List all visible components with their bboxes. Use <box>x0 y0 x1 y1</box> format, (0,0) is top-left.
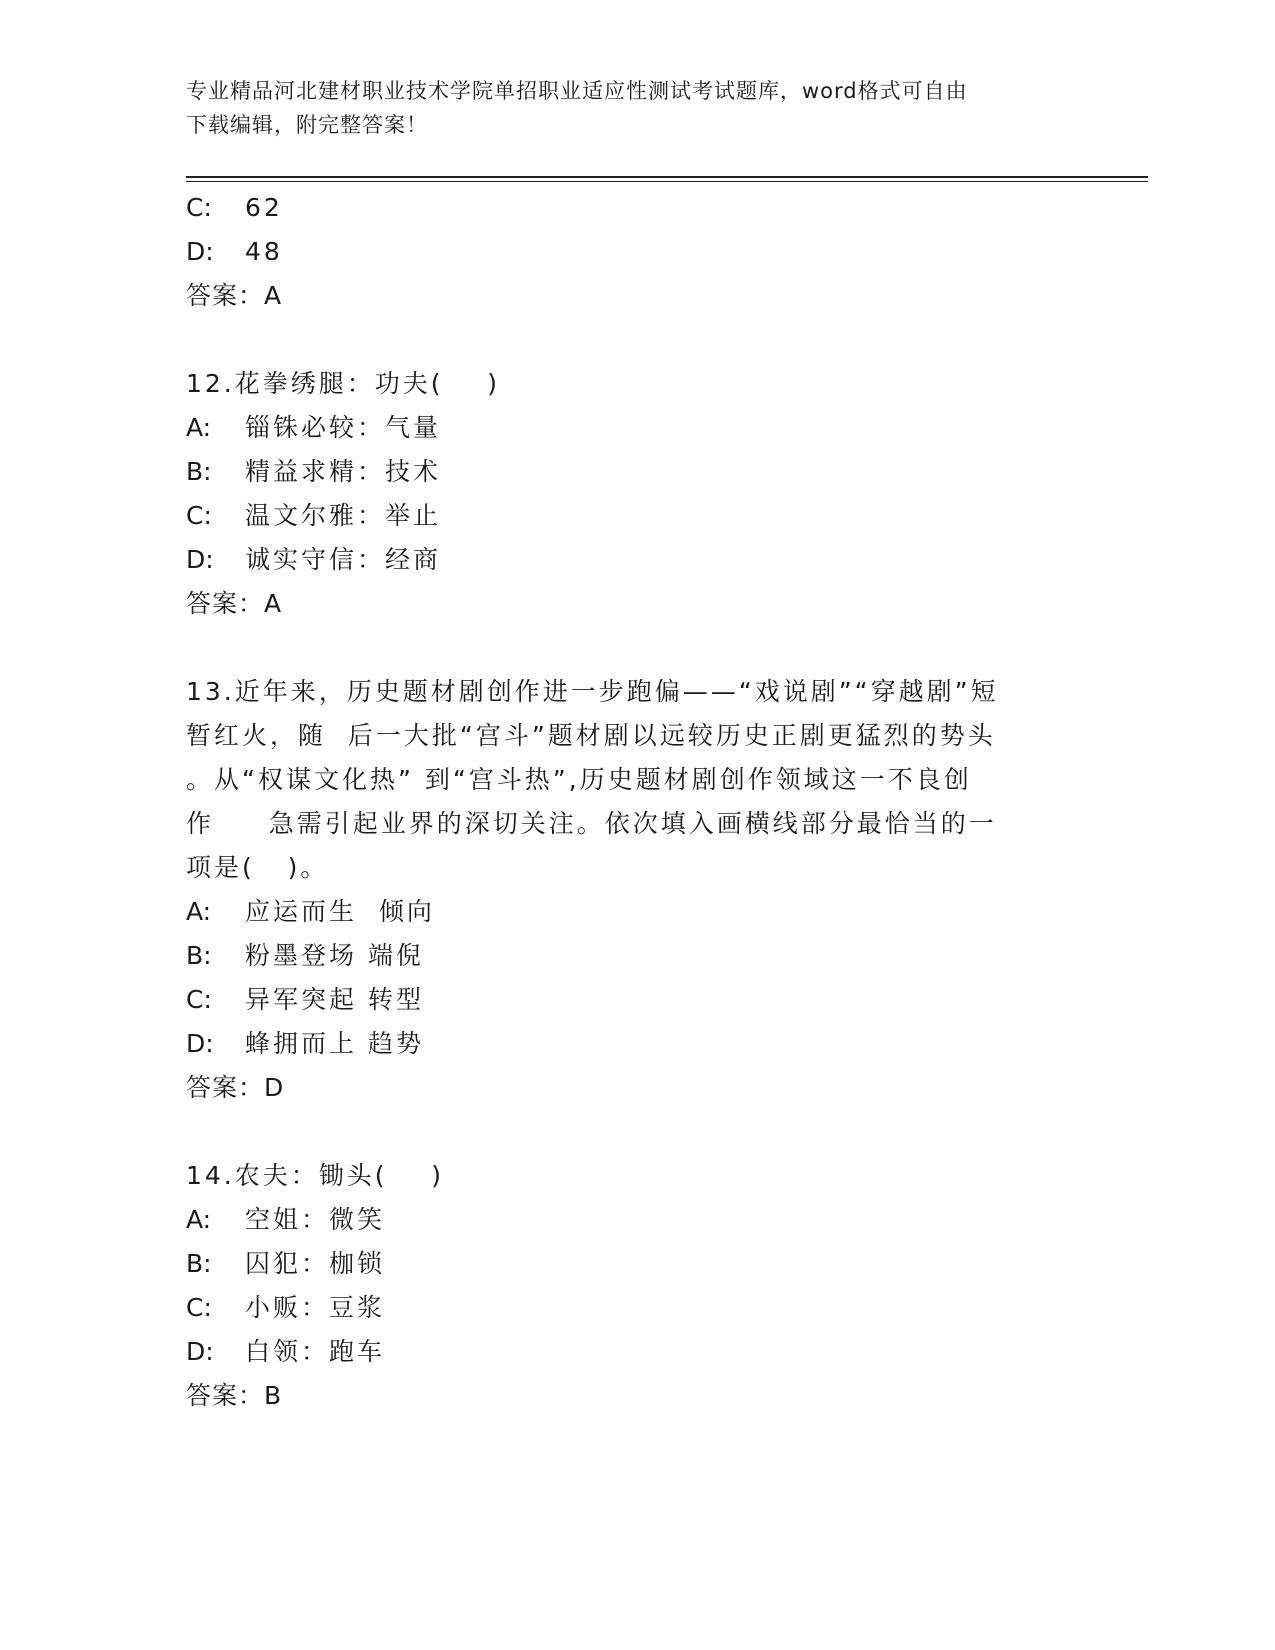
option-d: D: 蜂拥而上 趋势 <box>186 1029 424 1058</box>
question-stem-line-1: 13.近年来，历史题材剧创作进一步跑偏——“戏说剧”“穿越剧”短 <box>186 677 999 706</box>
question-stem-line-2: 暂红火，随 后一大批“宫斗”题材剧以远较历史正剧更猛烈的势头 <box>186 721 996 750</box>
option-a: A: 锱铢必较：气量 <box>186 413 442 442</box>
question-stem-line-4: 作 急需引起业界的深切关注。依次填入画横线部分最恰当的一 <box>186 809 997 838</box>
option-d: D: 白领：跑车 <box>186 1337 386 1366</box>
question-stem: 14.农夫：锄头( ) <box>186 1161 445 1190</box>
header-rule-thin <box>186 181 1148 182</box>
question-stem: 12.花拳绣腿：功夫( ) <box>186 369 501 398</box>
header-rule-thick <box>186 176 1148 178</box>
option-a: A: 应运而生 倾向 <box>186 897 435 926</box>
question-stem-line-5: 项是( )。 <box>186 853 329 882</box>
header-line-2: 下载编辑，附完整答案！ <box>186 113 428 137</box>
answer-line: 答案：D <box>186 1073 285 1102</box>
option-b: B: 囚犯：枷锁 <box>186 1249 386 1278</box>
option-d: D: 48 <box>186 237 283 266</box>
header-line-1: 专业精品河北建材职业技术学院单招职业适应性测试考试题库，word格式可自由 <box>186 79 968 103</box>
option-a: A: 空姐：微笑 <box>186 1205 386 1234</box>
option-c: C: 异军突起 转型 <box>186 985 424 1014</box>
option-d: D: 诚实守信：经商 <box>186 545 442 574</box>
option-b: B: 精益求精：技术 <box>186 457 442 486</box>
option-c: C: 温文尔雅：举止 <box>186 501 442 530</box>
question-stem-line-3: 。从“权谋文化热” 到“宫斗热”,历史题材剧创作领域这一不良创 <box>186 765 972 794</box>
answer-line: 答案：B <box>186 1381 283 1410</box>
answer-line: 答案：A <box>186 589 283 618</box>
option-c: C: 小贩：豆浆 <box>186 1293 386 1322</box>
document-header <box>186 74 1086 142</box>
option-b: B: 粉墨登场 端倪 <box>186 941 424 970</box>
answer-line: 答案：A <box>186 281 283 310</box>
option-c: C: 62 <box>186 193 283 222</box>
